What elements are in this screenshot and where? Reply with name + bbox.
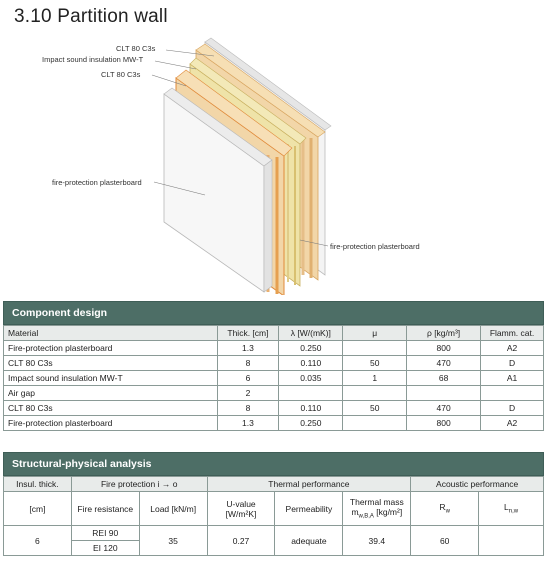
table-cell: A1: [481, 371, 544, 386]
table-row: [4, 401, 544, 416]
structural-analysis-section: [3, 452, 544, 556]
table-cell: [279, 386, 343, 401]
table-cell: 1: [343, 371, 407, 386]
thermal-mass-subscript: w,B,A: [358, 513, 374, 520]
sub-u-value: U-value [W/m²K]: [207, 492, 275, 526]
table-cell: 8: [217, 401, 279, 416]
table-header-row: [4, 326, 544, 341]
lnw-subscript: n,w: [508, 508, 519, 515]
structural-analysis-heading: Structural-physical analysis: [3, 452, 544, 476]
table-row: [4, 371, 544, 386]
label-clt-top: CLT 80 C3s: [116, 44, 156, 53]
table-cell: 50: [343, 356, 407, 371]
table-cell: 0.110: [279, 401, 343, 416]
label-plasterboard-left: fire-protection plasterboard: [52, 178, 142, 187]
value-load: 35: [139, 526, 207, 556]
table-cell: CLT 80 C3s: [4, 356, 218, 371]
component-design-section: [3, 301, 544, 431]
col-header: Flamm. cat.: [481, 326, 544, 341]
table-cell: Impact sound insulation MW-T: [4, 371, 218, 386]
col-header: λ [W/(mK)]: [279, 326, 343, 341]
sub-thermal-mass: [343, 492, 411, 526]
table-row: [4, 341, 544, 356]
table-cell: 800: [407, 416, 481, 431]
col-header: Thick. [cm]: [217, 326, 279, 341]
sub-lnw: [479, 492, 544, 526]
table-cell: 1.3: [217, 341, 279, 356]
col-header: Material: [4, 326, 218, 341]
group-fire-protection: Fire protection i → o: [71, 477, 207, 492]
value-permeability: adequate: [275, 526, 343, 556]
table-cell: 800: [407, 341, 481, 356]
value-ei: EI 120: [71, 541, 139, 556]
sub-fire-resistance: Fire resistance: [71, 492, 139, 526]
thermal-mass-label: Thermal mass m: [349, 497, 404, 518]
label-clt-mid: CLT 80 C3s: [101, 70, 141, 79]
sub-rw: [411, 492, 479, 526]
table-cell: 6: [217, 371, 279, 386]
table-cell: Fire-protection plasterboard: [4, 416, 218, 431]
value-rei: REI 90: [71, 526, 139, 541]
label-plasterboard-right: fire-protection plasterboard: [330, 242, 420, 251]
table-cell: 68: [407, 371, 481, 386]
rw-subscript: w: [445, 508, 450, 515]
component-design-heading: Component design: [3, 301, 544, 325]
rw-label: R: [439, 502, 446, 513]
table-cell: 1.3: [217, 416, 279, 431]
table-cell: 0.035: [279, 371, 343, 386]
col-header: μ: [343, 326, 407, 341]
group-acoustic-performance: Acoustic performance: [411, 477, 544, 492]
table-cell: [407, 386, 481, 401]
wall-diagram: [0, 30, 547, 295]
value-u-value: 0.27: [207, 526, 275, 556]
sub-permeability: Permeability: [275, 492, 343, 526]
group-thermal-performance: Thermal performance: [207, 477, 411, 492]
value-insul: 6: [4, 526, 72, 556]
table-cell: Air gap: [4, 386, 218, 401]
table-cell: 0.110: [279, 356, 343, 371]
table-cell: [343, 416, 407, 431]
table-cell: [343, 386, 407, 401]
table-cell: 0.250: [279, 341, 343, 356]
table-cell: [343, 341, 407, 356]
thermal-mass-unit: [kg/m²]: [373, 507, 403, 518]
table-cell: 0.250: [279, 416, 343, 431]
table-cell: D: [481, 356, 544, 371]
wall-layers-illustration: [0, 30, 547, 295]
sub-cm: [cm]: [4, 492, 72, 526]
component-design-table: [3, 325, 544, 431]
table-cell: 2: [217, 386, 279, 401]
table-cell: 470: [407, 401, 481, 416]
component-rows: [4, 341, 544, 431]
table-cell: [481, 386, 544, 401]
table-row: [4, 386, 544, 401]
table-cell: 470: [407, 356, 481, 371]
table-row: [4, 356, 544, 371]
lnw-label: L: [504, 502, 509, 513]
table-cell: 50: [343, 401, 407, 416]
value-lnw: [479, 526, 544, 556]
structural-analysis-table: [3, 476, 544, 556]
value-thermal-mass: 39.4: [343, 526, 411, 556]
table-cell: A2: [481, 416, 544, 431]
table-cell: CLT 80 C3s: [4, 401, 218, 416]
table-cell: 8: [217, 356, 279, 371]
group-insul-thick: Insul. thick.: [4, 477, 72, 492]
label-impact-insulation: Impact sound insulation MW-T: [42, 55, 144, 64]
page-title: 3.10 Partition wall: [14, 6, 168, 27]
table-row: [4, 416, 544, 431]
table-cell: A2: [481, 341, 544, 356]
col-header: ρ [kg/m³]: [407, 326, 481, 341]
table-cell: Fire-protection plasterboard: [4, 341, 218, 356]
table-cell: D: [481, 401, 544, 416]
value-rw: 60: [411, 526, 479, 556]
sub-load: Load [kN/m]: [139, 492, 207, 526]
